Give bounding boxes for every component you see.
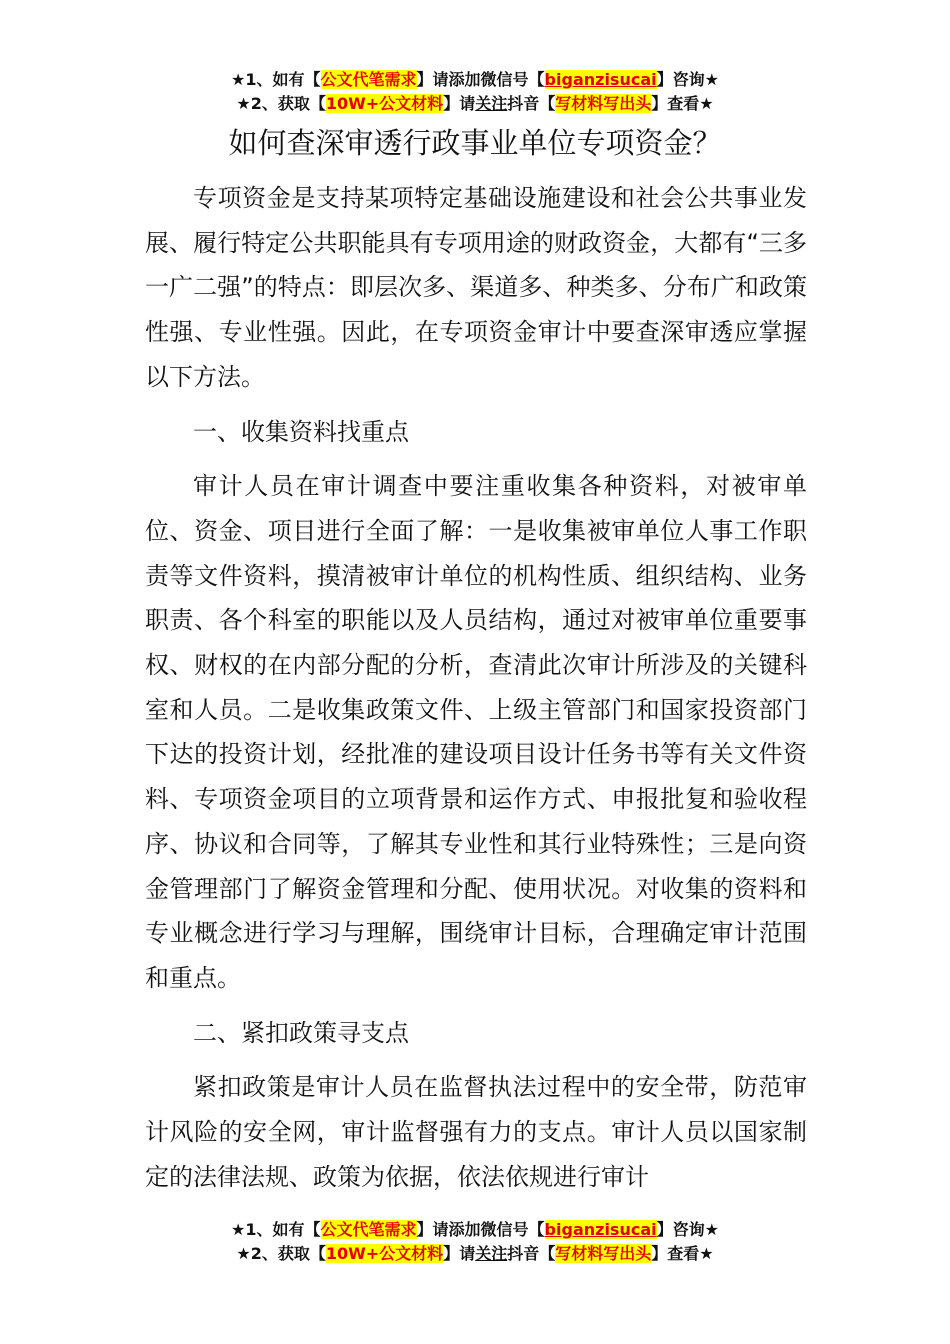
- document-title: 如何查深审透行政事业单位专项资金？: [228, 126, 722, 160]
- promo-line-1: ★1、如有【公文代笔需求】请添加微信号【biganzisucai】咨询★: [231, 70, 719, 89]
- promo-wechat-id-link[interactable]: biganzisucai: [544, 1220, 657, 1239]
- promo-line-1: ★1、如有【公文代笔需求】请添加微信号【biganzisucai】咨询★: [231, 1220, 719, 1239]
- header-promo-banner: [0, 68, 950, 116]
- promo-wechat-id-link[interactable]: biganzisucai: [544, 70, 657, 89]
- promo-highlight-service: 公文代笔需求: [320, 70, 417, 89]
- paragraph-section-2: 紧扣政策是审计人员在监督执法过程中的安全带，防范审计风险的安全网，审计监督强有力的支点。审计人员以国家制定的法律法规、政策为依据，依法依规进行审计: [145, 1073, 807, 1191]
- paragraph-intro: 专项资金是支持某项特定基础设施建设和社会公共事业发展、履行特定公共职能具有专项用途的财政资金，大都有“三多一广二强”的特点：即层次多、渠道多、种类多、分布广和政策性强、专业性强。因此，在专项资金审计中要查深审透应掌握以下方法。: [145, 184, 807, 391]
- promo-line-2: ★2、获取【10W+公文材料】请关注抖音【写材料写出头】查看★: [236, 1244, 714, 1263]
- promo-douyin-account: 写材料写出头: [555, 94, 652, 113]
- footer-promo-banner: [0, 1218, 950, 1266]
- promo-highlight-materials: 10W+公文材料: [325, 94, 444, 113]
- document-body: [145, 176, 807, 1209]
- promo-douyin-account: 写材料写出头: [555, 1244, 652, 1263]
- section-heading-1: 一、收集资料找重点: [193, 417, 409, 446]
- promo-line-2: ★2、获取【10W+公文材料】请关注抖音【写材料写出头】查看★: [236, 94, 714, 113]
- section-heading-2: 二、紧扣政策寻支点: [193, 1018, 409, 1047]
- promo-highlight-materials: 10W+公文材料: [325, 1244, 444, 1263]
- paragraph-section-1: 审计人员在审计调查中要注重收集各种资料，对被审单位、资金、项目进行全面了解：一是收集被审单位人事工作职责等文件资料，摸清被审计单位的机构性质、组织结构、业务职责、各个科室的职能以及人员结构，通过对被审单位重要事权、财权的在内部分配的分析，查清此次审计所涉及的关键科室和人员。二是收集政策文件、上级主管部门和国家投资部门下达的投资计划，经批准的建设项目设计任务书等有关文件资料、专项资金项目的立项背景和运作方式、申报批复和验收程序、协议和合同等，了解其专业性和其行业特殊性；三是向资金管理部门了解资金管理和分配、使用状况。对收集的资料和专业概念进行学习与理解，围绕审计目标，合理确定审计范围和重点。: [145, 472, 807, 992]
- promo-highlight-service: 公文代笔需求: [320, 1220, 417, 1239]
